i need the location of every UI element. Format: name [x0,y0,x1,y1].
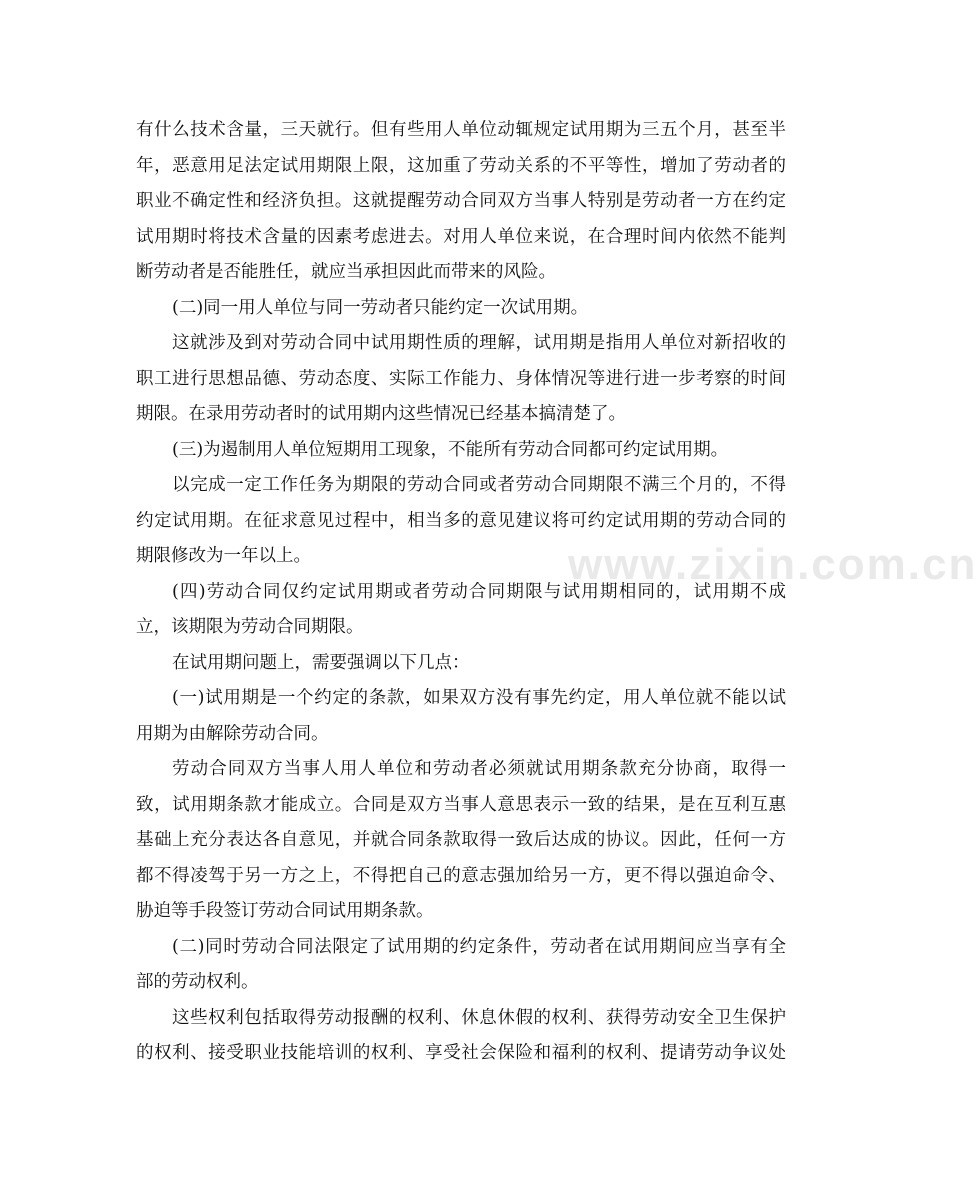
text-line: 约定试用期。在征求意见过程中，相当多的意见建议将可约定试用期的劳动合同的 [136,510,786,531]
text-line: 期限。在录用劳动者时的试用期内这些情况已经基本搞清楚了。 [136,404,626,424]
text-line: 致，试用期条款才能成立。合同是双方当事人意思表示一致的结果，是在互利互惠 [136,794,786,815]
section-heading: (二)同时劳动合同法限定了试用期的约定条件，劳动者在试用期间应当享有全 [172,936,786,957]
text-line: 职业不确定性和经济负担。这就提醒劳动合同双方当事人特别是劳动者一方在约定 [136,191,786,211]
text-line: 有什么技术含量，三天就行。但有些用人单位动辄规定试用期为三五个月，甚至半 [136,120,786,140]
text-line: 部的劳动权利。 [136,972,259,992]
text-line: 的权利、接受职业技能培训的权利、享受社会保险和福利的权利、提请劳动争议处 [136,1043,786,1063]
text-line: 劳动合同双方当事人用人单位和劳动者必须就试用期条款充分协商，取得一 [172,759,786,779]
text-line: 这就涉及到对劳动合同中试用期性质的理解，试用期是指用人单位对新招收的 [172,333,786,353]
text-line: 年，恶意用足法定试用期限上限，这加重了劳动关系的不平等性，增加了劳动者的 [136,155,786,176]
text-line: 用期为由解除劳动合同。 [136,723,329,744]
watermark: www.zixin.com.cn [568,540,977,589]
text-line: 都不得凌驾于另一方之上，不得把自己的意志强加给另一方，更不得以强迫命令、 [136,865,786,886]
section-heading: (三)为遏制用人单位短期用工现象，不能所有劳动合同都可约定试用期。 [172,439,729,460]
text-line: 胁迫等手段签订劳动合同试用期条款。 [136,901,434,921]
text-line: 在试用期问题上，需要强调以下几点： [172,652,470,673]
text-line: 职工进行思想品德、劳动态度、实际工作能力、身体情况等进行进一步考察的时间 [136,368,786,389]
text-line: 立，该期限为劳动合同期限。 [136,617,364,637]
text-line: 期限修改为一年以上。 [136,546,311,566]
section-heading: (一)试用期是一个约定的条款，如果双方没有事先约定，用人单位就不能以试 [172,688,786,708]
section-heading: (二)同一用人单位与同一劳动者只能约定一次试用期。 [172,297,589,318]
text-line: 这些权利包括取得劳动报酬的权利、休息休假的权利、获得劳动安全卫生保护 [172,1007,786,1028]
text-line: 断劳动者是否能胜任，就应当承担因此而带来的风险。 [136,262,556,282]
document-body [136,113,786,1072]
text-line: 基础上充分表达各自意见，并就合同条款取得一致后达成的协议。因此，任何一方 [136,830,786,850]
section-heading: (四)劳动合同仅约定试用期或者劳动合同期限与试用期相同的，试用期不成 [172,581,786,602]
text-line: 以完成一定工作任务为期限的劳动合同或者劳动合同期限不满三个月的，不得 [172,475,786,495]
text-line: 试用期时将技术含量的因素考虑进去。对用人单位来说，在合理时间内依然不能判 [136,226,786,247]
